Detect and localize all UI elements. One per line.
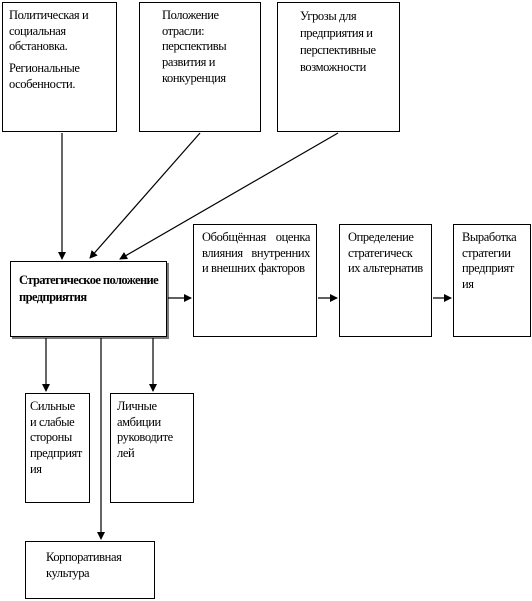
box-strategy-development — [453, 224, 531, 337]
box-strengths-weaknesses — [25, 393, 90, 503]
overall-assessment-text: Обобщённая оценка влияния внутренних и внешних факторов — [202, 230, 310, 276]
political-social-text: Политическая и социальная обстановка. — [9, 8, 89, 54]
box-strategic-position — [10, 261, 167, 337]
box-strategic-alternatives — [339, 224, 432, 337]
box-corporate-culture — [25, 541, 155, 599]
threats-opportunities-text: Угрозы для предприятия и перспективные возможности — [300, 9, 376, 74]
box-personal-ambitions — [110, 393, 194, 503]
strategic-alternatives-text: Определение стратегическ их альтернатив — [348, 230, 423, 276]
box-threats-opportunities — [277, 2, 400, 132]
box-overall-assessment — [193, 224, 317, 337]
regional-features-text: Региональные особенности. — [9, 60, 80, 91]
box-industry-position — [139, 2, 261, 132]
personal-ambitions-text: Личные амбиции руководите лей — [117, 399, 173, 460]
industry-position-text: Положение отрасли: перспективы развития и конкуренция — [162, 8, 227, 85]
strategic-position-text: Стратегическое положение предприятия — [19, 273, 159, 304]
box-political-social — [2, 2, 117, 132]
strategy-development-text: Выработка стратегии предприят ия — [462, 230, 517, 291]
strengths-weaknesses-text: Сильные и слабые стороны предприят ия — [30, 399, 82, 476]
arrow-industry-to-strategic — [90, 133, 200, 258]
corporate-culture-text: Корпоративная культура — [46, 550, 122, 580]
